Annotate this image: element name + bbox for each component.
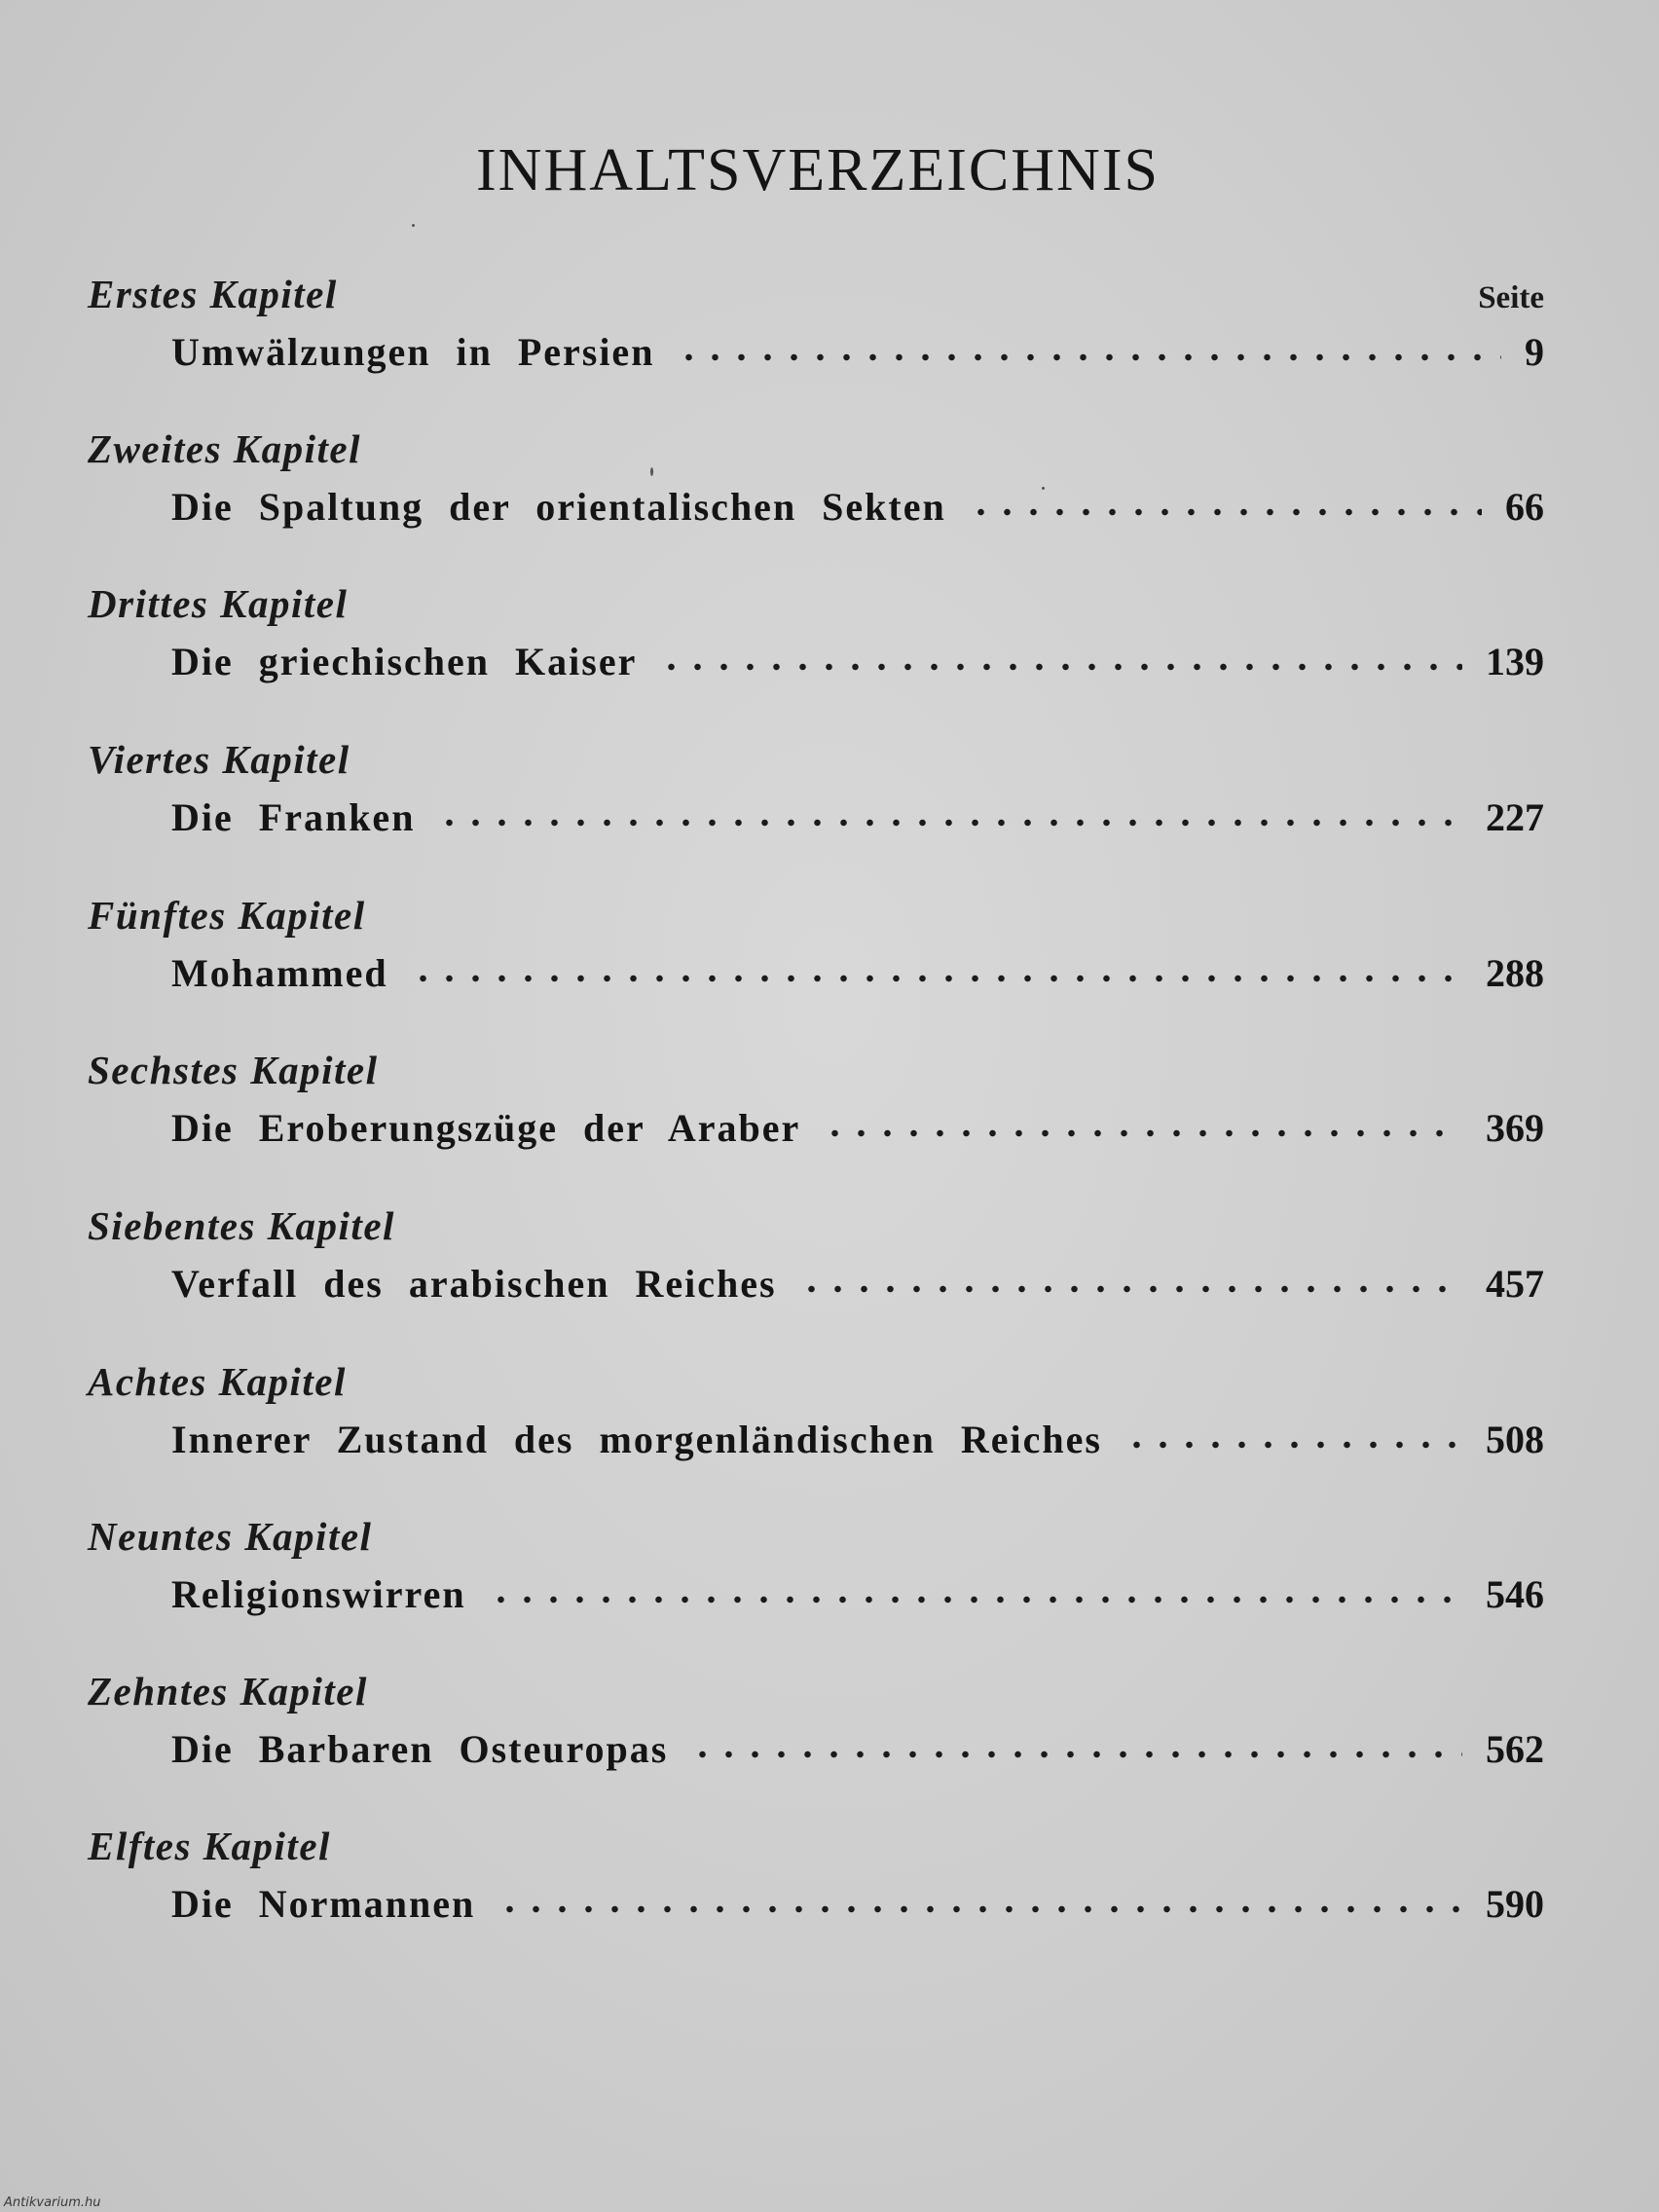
chapter-title: Die Franken (171, 795, 416, 839)
chapter-heading: Erstes Kapitel (88, 272, 338, 316)
toc-line (171, 1261, 1544, 1315)
dot-leader (658, 663, 1462, 671)
chapter-heading: Siebentes Kapitel (88, 1203, 395, 1248)
toc-entry (0, 1350, 1659, 1506)
toc-line (171, 484, 1544, 538)
dot-leader (436, 819, 1462, 827)
toc-line (171, 1726, 1544, 1781)
page-title: INHALTSVERZEICHNIS (476, 137, 1160, 203)
toc-entry (0, 263, 1659, 419)
paper-speck (412, 224, 415, 227)
page-number: 457 (1486, 1262, 1544, 1306)
chapter-title: Die griechischen Kaiser (171, 640, 638, 683)
dot-leader (689, 1751, 1462, 1758)
chapter-title: Verfall des arabischen Reiches (171, 1262, 777, 1306)
page-number: 546 (1486, 1572, 1544, 1616)
chapter-heading: Zweites Kapitel (88, 426, 361, 471)
dot-leader (822, 1129, 1462, 1137)
page-number: 139 (1486, 640, 1544, 683)
chapter-title: Die Barbaren Osteuropas (171, 1727, 669, 1771)
chapter-title: Mohammed (171, 951, 388, 995)
toc-line (171, 329, 1544, 384)
chapter-title: Die Normannen (171, 1882, 476, 1926)
toc-entry (0, 1039, 1659, 1195)
chapter-heading: Achtes Kapitel (88, 1359, 347, 1404)
page-number: 66 (1505, 485, 1544, 529)
chapter-title: Die Eroberungszüge der Araber (171, 1106, 801, 1150)
chapter-heading: Drittes Kapitel (88, 581, 349, 626)
dot-leader (676, 353, 1501, 361)
toc-line (171, 1417, 1544, 1471)
toc-line (171, 1571, 1544, 1626)
chapter-heading: Elftes Kapitel (88, 1824, 331, 1868)
toc-line (171, 1881, 1544, 1936)
chapter-heading: Fünftes Kapitel (88, 893, 366, 938)
page-number: 288 (1486, 951, 1544, 995)
chapter-heading: Zehntes Kapitel (88, 1669, 368, 1714)
page-number: 562 (1486, 1727, 1544, 1771)
page-number: 508 (1486, 1418, 1544, 1461)
page-number: 9 (1525, 330, 1544, 374)
dot-leader (488, 1596, 1462, 1604)
chapter-title: Umwälzungen in Persien (171, 330, 655, 374)
toc-entry (0, 572, 1659, 728)
toc-line (171, 950, 1544, 1005)
page-number: 227 (1486, 795, 1544, 839)
chapter-title: Innerer Zustand des morgenländischen Reiches (171, 1418, 1102, 1461)
paper-speck (1042, 487, 1045, 490)
toc-entry (0, 1505, 1659, 1661)
dot-leader (1124, 1441, 1462, 1449)
dot-leader (497, 1905, 1462, 1913)
toc-entry (0, 884, 1659, 1040)
page-number: 369 (1486, 1106, 1544, 1150)
dot-leader (968, 508, 1482, 516)
toc-line (171, 794, 1544, 849)
chapter-heading: Neuntes Kapitel (88, 1514, 373, 1559)
chapter-heading: Viertes Kapitel (88, 737, 350, 782)
chapter-title: Religionswirren (171, 1572, 466, 1616)
toc-line (171, 1105, 1544, 1160)
page-number: 590 (1486, 1882, 1544, 1926)
dot-leader (410, 975, 1462, 982)
toc-entry (0, 728, 1659, 884)
paper-speck (650, 467, 653, 476)
chapter-heading: Sechstes Kapitel (88, 1048, 379, 1092)
toc-entry (0, 1660, 1659, 1816)
page-column-label: Seite (1478, 280, 1544, 315)
watermark: Antikvarium.hu (4, 2195, 101, 2210)
toc-entry (0, 1815, 1659, 1971)
toc-entry (0, 418, 1659, 573)
chapter-title: Die Spaltung der orientalischen Sekten (171, 485, 946, 529)
toc-line (171, 639, 1544, 693)
toc-entry (0, 1195, 1659, 1350)
dot-leader (798, 1285, 1462, 1293)
